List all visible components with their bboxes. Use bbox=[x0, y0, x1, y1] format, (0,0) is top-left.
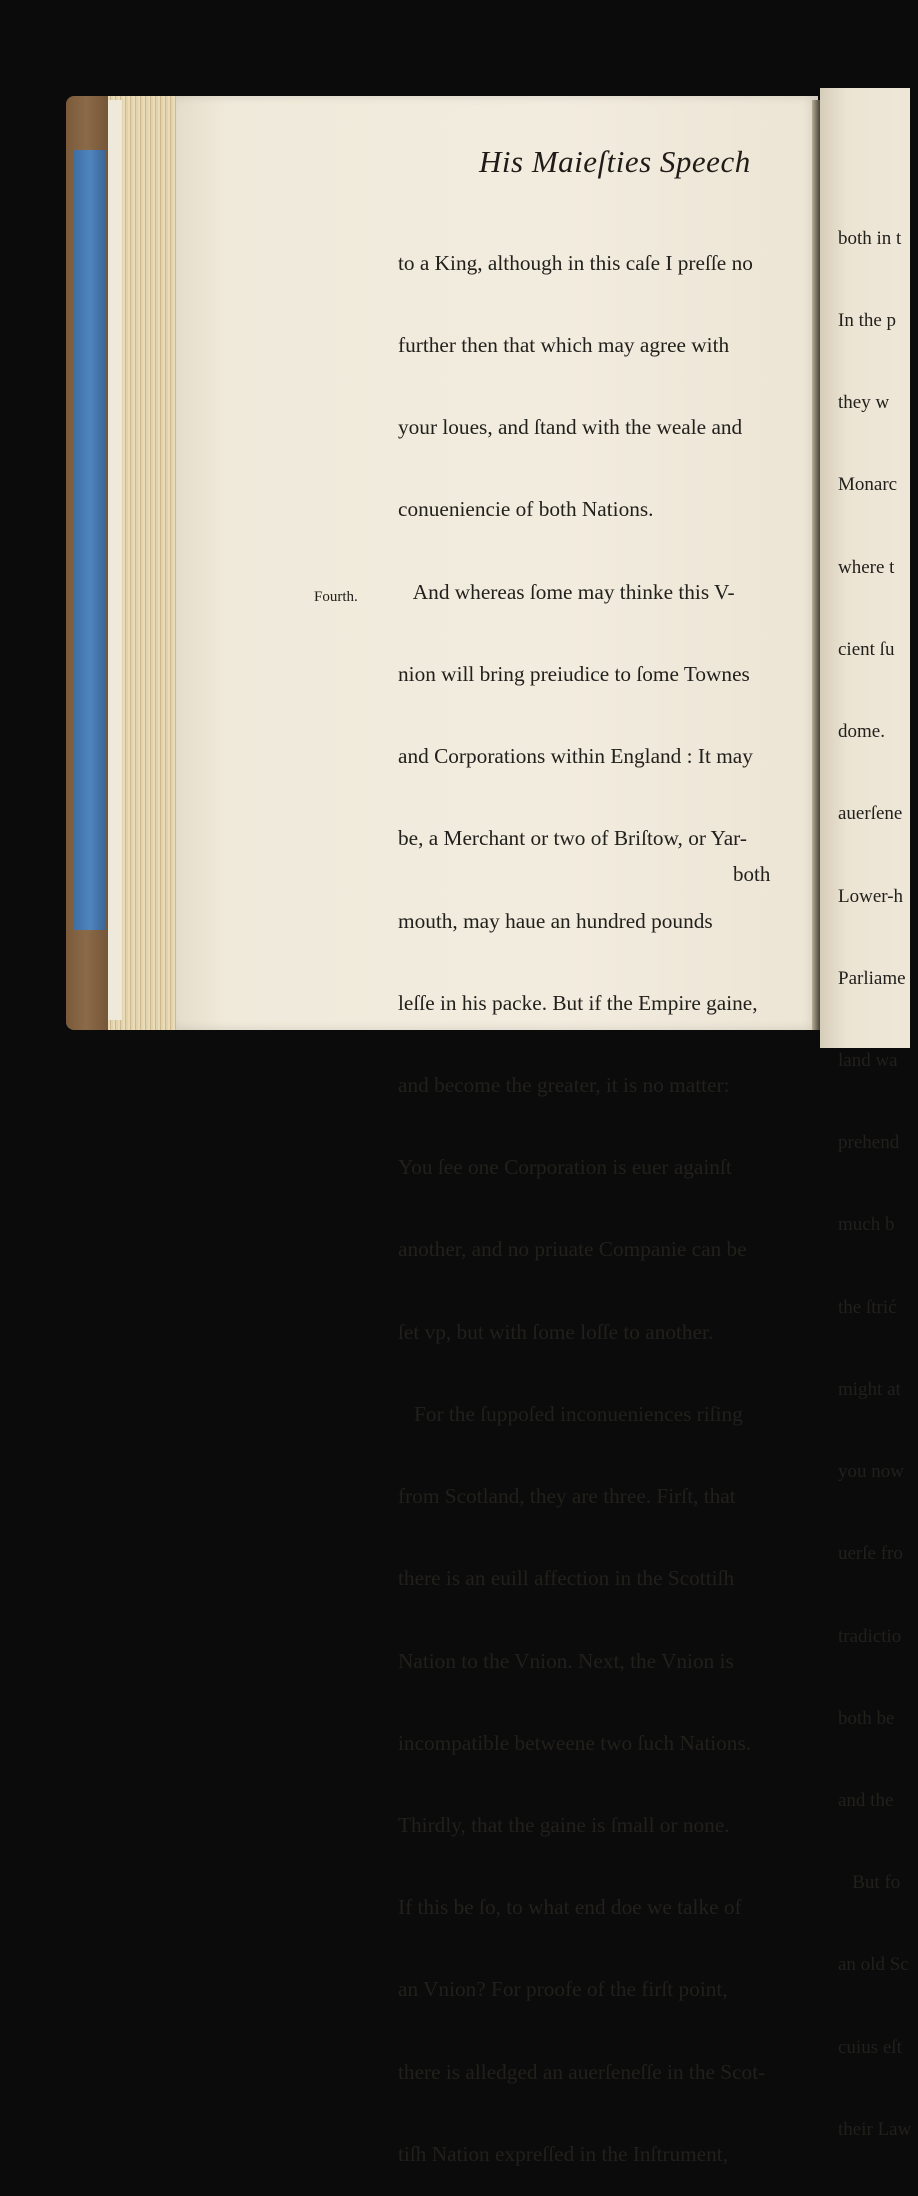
text-line: ſet vp, but with ſome loſſe to another. bbox=[398, 1319, 714, 1344]
text-line: there is an euill affection in the Scottiſh bbox=[398, 1566, 735, 1591]
facing-text-line: might at bbox=[838, 1378, 901, 1400]
facing-text-line: Lower-h bbox=[838, 885, 904, 907]
facing-text-line: an old Sc bbox=[838, 1954, 909, 1976]
facing-text-line: Parliame bbox=[838, 967, 906, 989]
text-line: another, and no priuate Companie can be bbox=[398, 1237, 747, 1262]
facing-text-line: Monarc bbox=[838, 474, 898, 496]
facing-text-line: uerſe fro bbox=[838, 1543, 903, 1565]
text-line: incompatible betweene two ſuch Nations. bbox=[398, 1730, 752, 1755]
text-line: further then that which may agree with bbox=[398, 333, 730, 358]
facing-text-line: and the bbox=[838, 1789, 894, 1811]
text-line: there is alledged an auerſeneſſe in the Scot- bbox=[398, 2059, 766, 2084]
facing-text-line: cient ſu bbox=[838, 638, 895, 660]
text-line: You ſee one Corporation is euer againſt bbox=[398, 1155, 732, 1180]
text-line: For the ſuppoſed inconueniences riſing bbox=[398, 1401, 743, 1426]
running-head: His Maieſties Speech bbox=[479, 144, 751, 179]
text-line: your loues, and ſtand with the weale and bbox=[398, 415, 743, 440]
facing-page-text bbox=[838, 170, 918, 2171]
facing-text-line: land wa bbox=[838, 1050, 898, 1071]
text-line: an Vnion? For proofe of the firſt point, bbox=[398, 1977, 728, 2002]
text-line: tiſh Nation expreſſed in the Inſtrument, bbox=[398, 2141, 729, 2166]
text-line: Thirdly, that the gaine is ſmall or none. bbox=[398, 1812, 730, 1837]
facing-text-line: both be bbox=[838, 1707, 895, 1729]
margin-note: Fourth. bbox=[314, 589, 358, 605]
facing-text-line: both in t bbox=[838, 227, 902, 249]
facing-text-line: much b bbox=[838, 1214, 895, 1236]
text-line: be, a Merchant or two of Briſtow, or Yar- bbox=[398, 826, 747, 851]
text-line: If this be ſo, to what end doe we talke of bbox=[398, 1895, 742, 1920]
catchword: both bbox=[733, 862, 771, 886]
facing-text-line: prehend bbox=[838, 1132, 900, 1154]
text-line: conueniencie of both Nations. bbox=[398, 497, 654, 522]
facing-text-line: you now bbox=[838, 1461, 904, 1483]
text-line: nion will bring preiudice to ſome Townes bbox=[398, 661, 750, 686]
flyleaf-edge bbox=[108, 100, 122, 1020]
page-body-text bbox=[398, 195, 782, 2196]
text-line: And whereas ſome may thinke this V- bbox=[398, 579, 735, 604]
facing-text-line: auerſene bbox=[838, 803, 903, 825]
facing-text-line: cuius eſt bbox=[838, 2036, 902, 2058]
facing-text-line: the ſtrić bbox=[838, 1296, 897, 1318]
facing-text-line: where t bbox=[838, 556, 895, 578]
facing-text-line: they w bbox=[838, 392, 890, 414]
blue-cover-edge bbox=[74, 150, 106, 930]
facing-text-line: In the p bbox=[838, 310, 897, 332]
facing-text-line: dome. bbox=[838, 721, 885, 743]
text-line: and Corporations within England : It may bbox=[398, 744, 753, 769]
text-line: mouth, may haue an hundred pounds bbox=[398, 908, 713, 933]
facing-text-line: their Law bbox=[838, 2118, 912, 2140]
text-line: and become the greater, it is no matter: bbox=[398, 1073, 730, 1097]
text-line: from Scotland, they are three. Firſt, that bbox=[398, 1484, 736, 1509]
facing-text-line: But fo bbox=[838, 1872, 901, 1894]
text-line: to a King, although in this caſe I preſſe no bbox=[398, 250, 753, 275]
text-line: Nation to the Vnion. Next, the Vnion is bbox=[398, 1648, 734, 1673]
facing-text-line: tradictio bbox=[838, 1625, 902, 1647]
text-line: leſſe in his packe. But if the Empire gaine, bbox=[398, 990, 758, 1015]
